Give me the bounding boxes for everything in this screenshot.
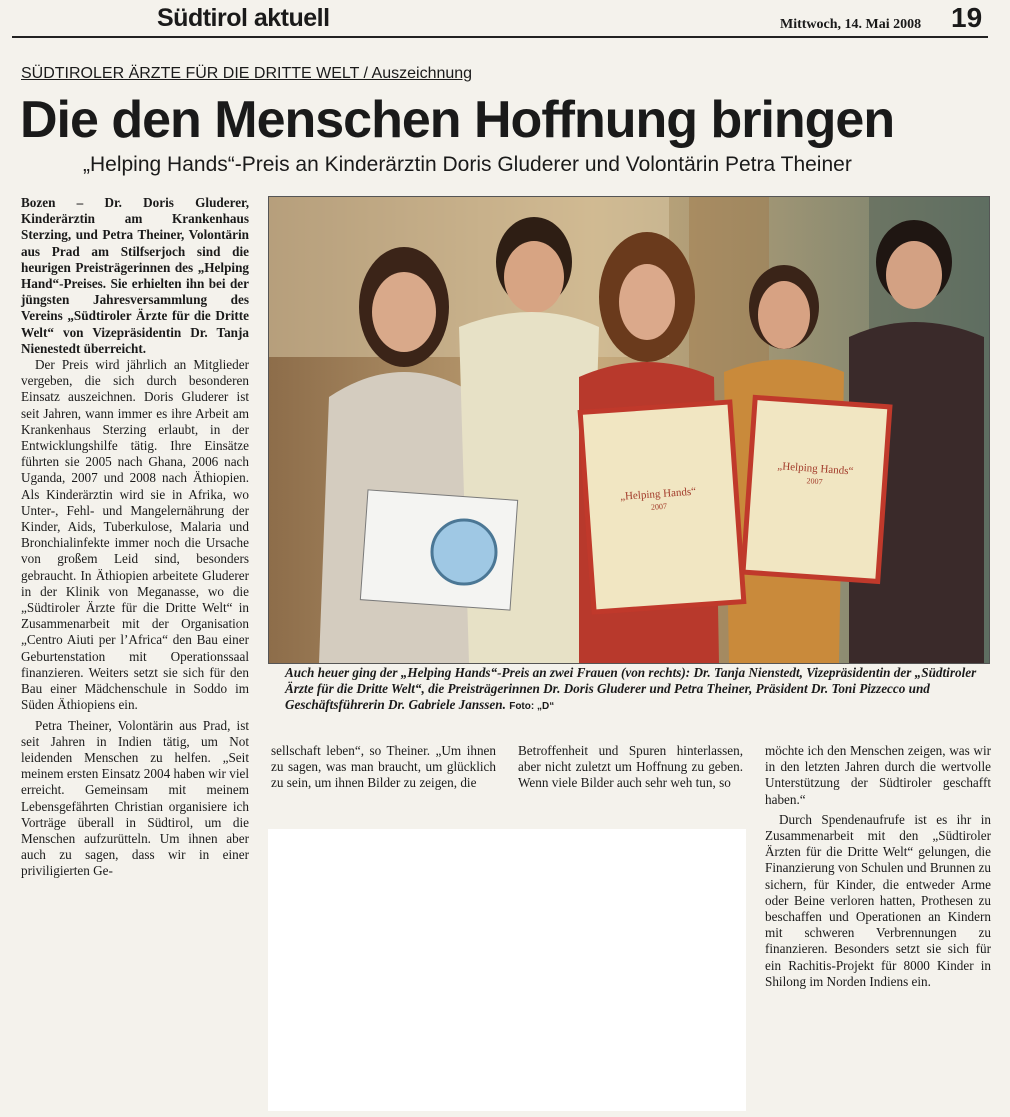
article-paragraph: sellschaft leben“, so Theiner. „Um ihnen zu sagen, was man braucht, um glücklich zu sein, um ihnen Bilder zu zeigen, die bbox=[271, 743, 496, 791]
article-paragraph: Petra Theiner, Volontärin aus Prad, ist seit Jahren in Indien tätig, um Not leidenden Menschen zu helfen. „Seit meinem ersten Einsatz 2004 haben wir viel erreicht. Gemeinsam mit meinem Lebensgefährten Christian organisiere ich Vorträge überall in Südtirol, um die Menschen aufzurütteln. Um ihnen aber auch zu sagen, dass wir in einer priviligierten Ge- bbox=[21, 717, 249, 879]
article-paragraph: Betroffenheit und Spuren hinterlassen, aber nicht zuletzt um Hoffnung zu geben. Wenn viele Bilder auch sehr weh tun, so bbox=[518, 743, 743, 791]
blank-area bbox=[268, 829, 746, 1111]
page-number: 19 bbox=[951, 2, 983, 33]
photo-credit: Foto: „D“ bbox=[509, 701, 555, 712]
article-lead: Bozen – Dr. Doris Gluderer, Kinderärztin am Krankenhaus Sterzing, und Petra Theiner, Volontärin aus Prad am Stilfserjoch sind die heurigen Preisträgerinnen des „Helping Hand“-Preises. Sie erhielten ihn bei der jüngsten Jahresversammlung des Vereins „Südtiroler Ärzte für die Dritte Welt“ von Vizepräsidentin Dr. Tanja Nienestedt überreicht. bbox=[21, 195, 249, 356]
article-paragraph: möchte ich den Menschen zeigen, was wir in den letzten Jahren durch die wertvolle Unterstützung der Südtiroler geschafft haben.“ bbox=[765, 743, 991, 807]
photo-caption bbox=[285, 665, 990, 715]
article-paragraph: Durch Spendenaufrufe ist es ihr in Zusammenarbeit mit den „Südtiroler Ärzten für die Dritte Welt“ gelungen, die Finanzierung von Schulen und Brunnen zu sichern, für Kinder, die entweder Arme oder Beine verloren hatten, Prothesen zu beschaffen und Operationen an Kindern mit schweren Verbrennungen zu finanzieren. Besonders setzt sie sich für ein Rachitis-Projekt für 8000 Kinder in Shilong im Norden Indiens ein. bbox=[765, 811, 991, 989]
article-column-left bbox=[21, 195, 249, 880]
certificate-heading: „Helping Hands“ bbox=[777, 460, 854, 478]
article-column-d bbox=[765, 743, 991, 990]
masthead-rule bbox=[12, 36, 988, 38]
issue-date: Mittwoch, 14. Mai 2008 bbox=[780, 17, 922, 32]
article-paragraph: Der Preis wird jährlich an Mitglieder vergeben, die sich durch besonderen Einsatz auszeichnen. Doris Gluderer ist seit Jahren, wann immer es ihre Arbeit am Krankenhaus Sterzing erlaubt, in der Entwicklungshilfe tätig. Ihre Einsätze führten sie 2005 nach Ghana, 2006 nach Uganda, 2007 und 2008 nach Äthiopien. Als Kinderärztin wird sie in Afrika, wo Unter-, Fehl- und Mangelernährung der Kinder, Aids, Tuberkulose, Malaria und Bronchialinfekte immer noch die Ursache von großem Leid sind, besonders gebraucht. In Äthiopien arbeitete Gluderer in der Klinik von Meganasse, wo die „Südtiroler Ärzte für die Dritte Welt“ in Zusammenarbeit mit der Organisation „Centro Aiuti per l’Africa“ den Bau einer Geburtenstation mit Operationssaal finanzieren. Weiters setzt sie sich für den Bau einer Mädchenschule in Soddo im Süden Äthiopiens ein. bbox=[21, 357, 249, 713]
article-column-b bbox=[271, 743, 496, 792]
certificate-year: 2007 bbox=[650, 501, 668, 512]
certificate-heading: „Helping Hands“ bbox=[619, 485, 697, 503]
caption-text: Auch heuer ging der „Helping Hands“-Preis an zwei Frauen (von rechts): Dr. Tanja Nienstedt, Vizepräsidentin der „Südtiroler Ärzte für die Dritte Welt“, die Preisträgerinnen Dr. Doris Gluderer und Petra Theiner, Präsident Dr. Toni Pizzecco und Geschäftsführerin Dr. Gabriele Janssen. bbox=[285, 665, 977, 712]
certificate-year: 2007 bbox=[806, 476, 823, 487]
article-column-c bbox=[518, 743, 743, 792]
article-kicker: SÜDTIROLER ÄRZTE FÜR DIE DRITTE WELT / Auszeichnung bbox=[21, 65, 473, 82]
section-title: Südtirol aktuell bbox=[157, 4, 330, 32]
article-headline: Die den Menschen Hoffnung bringen bbox=[20, 91, 895, 149]
article-subheadline: „Helping Hands“-Preis an Kinderärztin Doris Gluderer und Volontärin Petra Theiner bbox=[83, 153, 852, 176]
article-photo bbox=[268, 196, 990, 664]
